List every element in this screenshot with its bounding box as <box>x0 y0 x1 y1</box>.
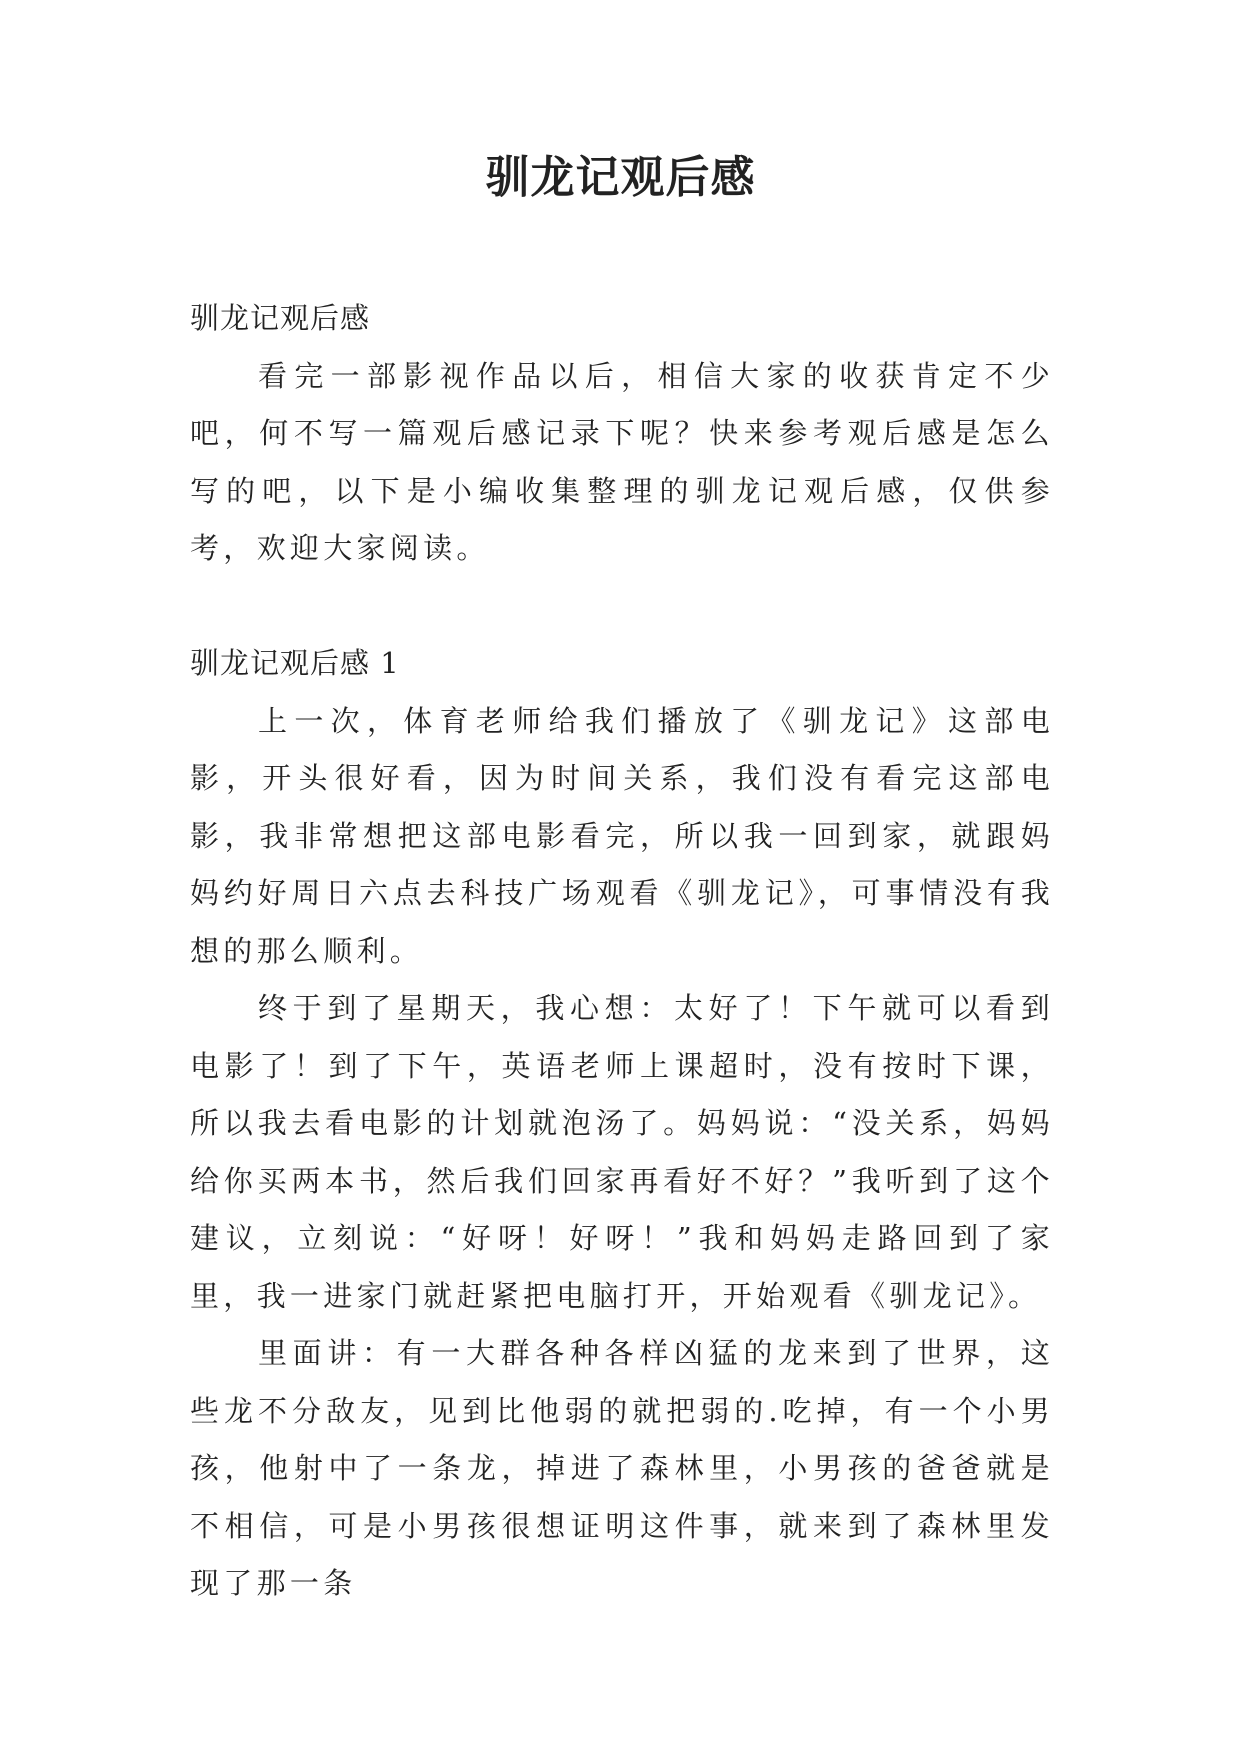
intro-heading: 驯龙记观后感 <box>190 301 371 335</box>
section-1-paragraph-1: 上一次，体育老师给我们播放了《驯龙记》这部电影，开头很好看，因为时间关系，我们没有看完这部电影，我非常想把这部电影看完，所以我一回到家，就跟妈妈约好周日六点去科技广场观看《驯龙记》，可事情没有我想的那么顺利。 <box>190 703 1054 968</box>
section-1-heading: 驯龙记观后感 1 <box>190 646 400 680</box>
intro-paragraph: 看完一部影视作品以后，相信大家的收获肯定不少吧，何不写一篇观后感记录下呢？快来参考观后感是怎么写的吧，以下是小编收集整理的驯龙记观后感，仅供参考，欢迎大家阅读。 <box>190 358 1054 565</box>
document-body <box>190 290 1054 1613</box>
section-1-paragraph-2: 终于到了星期天，我心想：太好了！下午就可以看到电影了！到了下午，英语老师上课超时，没有按时下课，所以我去看电影的计划就泡汤了。妈妈说：“没关系，妈妈给你买两本书，然后我们回家再看好不好？”我听到了这个建议，立刻说：“好呀！好呀！”我和妈妈走路回到了家里，我一进家门就赶紧把电脑打开，开始观看《驯龙记》。 <box>190 991 1054 1313</box>
section-1-paragraph-3: 里面讲：有一大群各种各样凶猛的龙来到了世界，这些龙不分敌友，见到比他弱的就把弱的.吃掉，有一个小男孩，他射中了一条龙，掉进了森林里，小男孩的爸爸就是不相信，可是小男孩很想证明这件事，就来到了森林里发现了那一条 <box>190 1336 1054 1600</box>
document-title: 驯龙记观后感 <box>485 152 756 203</box>
